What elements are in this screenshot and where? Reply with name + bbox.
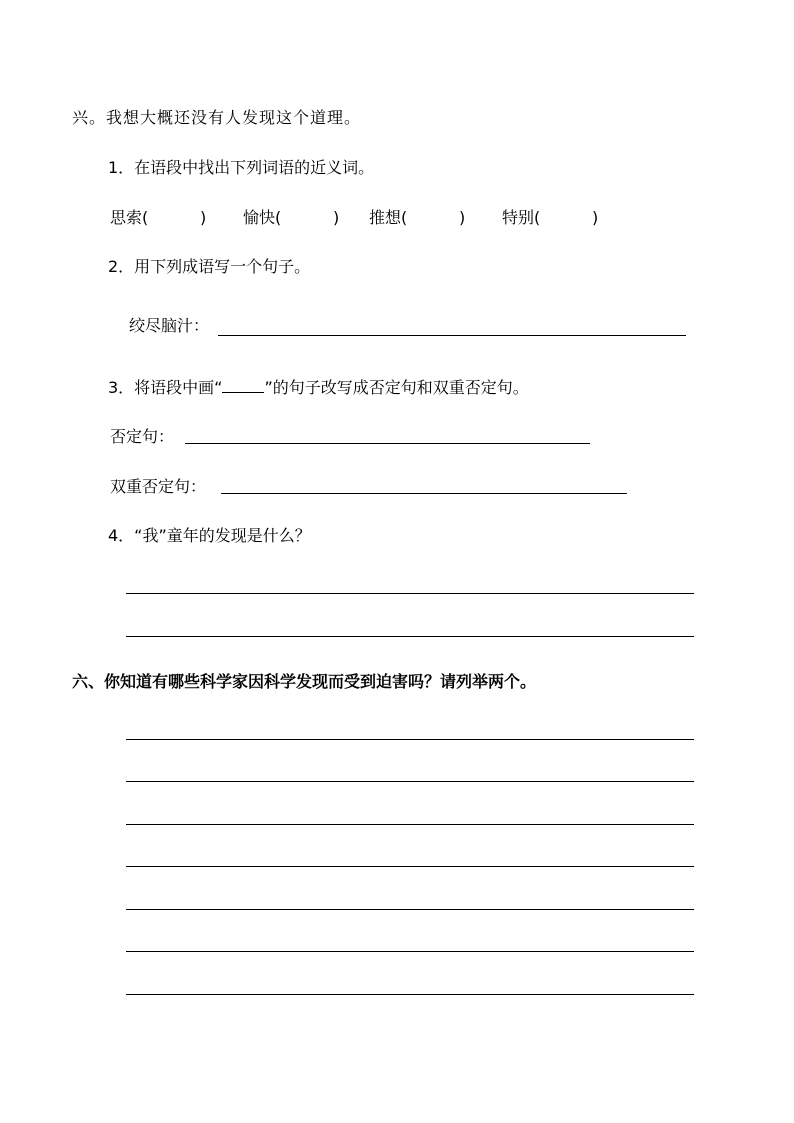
q3-underline-sample bbox=[222, 378, 264, 393]
q1-close-paren-2: ) bbox=[333, 208, 340, 227]
q3-label bbox=[108, 378, 529, 398]
section6-answer-line-7[interactable] bbox=[126, 994, 694, 995]
q4-label: 4．“我”童年的发现是什么？ bbox=[108, 526, 311, 545]
q3-label-end: ”的句子改写成否定句和双重否定句。 bbox=[264, 378, 529, 397]
q3-double-negative-label: 双重否定句： bbox=[110, 477, 207, 496]
q1-close-paren-4: ) bbox=[592, 208, 599, 227]
q3-label-start: 3．将语段中画“ bbox=[108, 378, 223, 397]
section6-answer-line-4[interactable] bbox=[126, 866, 694, 867]
q3-double-negative-answer-line[interactable] bbox=[221, 493, 627, 494]
q1-close-paren-3: ) bbox=[459, 208, 466, 227]
q1-label: 1．在语段中找出下列词语的近义词。 bbox=[108, 158, 375, 177]
section6-answer-line-2[interactable] bbox=[126, 781, 694, 782]
section6-answer-line-3[interactable] bbox=[126, 824, 694, 825]
q2-label: 2．用下列成语写一个句子。 bbox=[108, 257, 311, 276]
q4-answer-line-2[interactable] bbox=[126, 636, 694, 637]
intro-line: 兴。我想大概还没有人发现这个道理。 bbox=[72, 108, 362, 127]
q2-answer-line[interactable] bbox=[218, 335, 686, 336]
section6-answer-line-1[interactable] bbox=[126, 739, 694, 740]
q3-negative-answer-line[interactable] bbox=[185, 443, 590, 444]
section6-answer-line-6[interactable] bbox=[126, 951, 694, 952]
section6-heading: 六、你知道有哪些科学家因科学发现而受到迫害吗？请列举两个。 bbox=[72, 672, 537, 691]
q3-negative-label: 否定句： bbox=[110, 427, 175, 446]
q4-answer-line-1[interactable] bbox=[126, 593, 694, 594]
q1-word-1: 思索( bbox=[110, 208, 149, 227]
section6-answer-line-5[interactable] bbox=[126, 909, 694, 910]
q2-idiom-label: 绞尽脑汁： bbox=[129, 316, 210, 335]
q1-word-2: 愉快( bbox=[243, 208, 282, 227]
q1-word-3: 推想( bbox=[369, 208, 408, 227]
q1-word-4: 特别( bbox=[502, 208, 541, 227]
q1-close-paren-1: ) bbox=[200, 208, 207, 227]
